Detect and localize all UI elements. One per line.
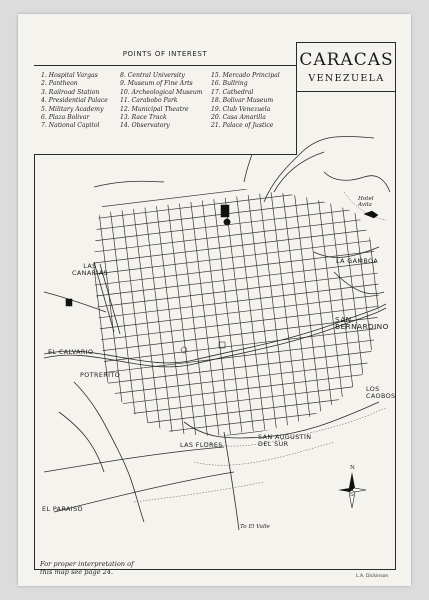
street <box>104 327 392 362</box>
poi-item: 4. Presidential Palace <box>41 97 108 105</box>
street <box>109 370 396 405</box>
street <box>237 196 265 429</box>
poi-item: 7. National Capitol <box>41 122 100 130</box>
street <box>122 210 150 443</box>
compass-rose <box>338 472 366 508</box>
district-las-flores: LAS FLORES <box>180 441 223 449</box>
hotel-label: Hotel <box>358 196 374 202</box>
street <box>294 190 322 423</box>
city-name: CARACAS <box>299 50 394 70</box>
street <box>191 202 219 435</box>
poi-item: 17. Cathedral <box>211 88 254 96</box>
country-name: VENEZUELA <box>308 73 385 84</box>
street <box>88 214 116 447</box>
street <box>145 208 173 441</box>
note-line: this map see page 24. <box>40 568 114 577</box>
compass-south-label: S <box>350 492 354 498</box>
poi-item: 14. Observatory <box>120 122 170 130</box>
street <box>95 250 383 285</box>
street <box>306 188 334 421</box>
street <box>89 207 377 242</box>
road-label-el-valle: To El Valle <box>240 524 270 530</box>
street <box>283 191 311 424</box>
landmark-hospital-vargas <box>221 205 229 217</box>
street <box>202 201 230 434</box>
street <box>248 195 276 428</box>
poi-item: 19. Club Venezuela <box>211 105 271 113</box>
poi-column-2 <box>120 72 203 131</box>
street <box>271 192 299 425</box>
poi-item: 20. Casa Amarilla <box>211 113 266 121</box>
district-potrerito: POTRERITO <box>80 371 121 379</box>
map-title-block <box>297 42 396 92</box>
street <box>108 360 396 395</box>
street <box>168 205 196 438</box>
map-page <box>18 14 411 586</box>
points-of-interest-panel <box>34 42 297 155</box>
hotel-label: Avila <box>358 202 372 208</box>
poi-item: 3. Railroad Station <box>41 88 100 96</box>
landmark-railroad-station <box>66 299 72 306</box>
street <box>111 381 396 416</box>
poi-item: 6. Plaza Bolivar <box>41 113 90 121</box>
interpretation-note <box>40 560 134 576</box>
street <box>86 174 374 209</box>
poi-item: 13. Race Track <box>120 113 167 121</box>
district-san-bernardino <box>335 316 389 330</box>
landmark-pantheon <box>224 219 230 225</box>
district-san-agustin <box>258 434 311 448</box>
district-el-paraiso: EL PARAISO <box>42 505 83 513</box>
poi-item: 11. Carabobo Park <box>120 97 178 105</box>
poi-column-1 <box>41 72 108 131</box>
poi-item: 8. Central University <box>120 72 185 79</box>
district-label: LOS <box>366 385 380 393</box>
street <box>317 187 345 420</box>
district-label: DEL SUR <box>258 440 289 449</box>
poi-item: 5. Military Academy <box>41 105 104 113</box>
street <box>114 414 396 449</box>
street <box>179 203 207 436</box>
poi-item: 2. Pantheon <box>41 80 78 88</box>
district-el-calvario: EL CALVARIO <box>48 348 94 356</box>
note-line: For proper interpretation of <box>40 560 134 568</box>
district-label: CANARIAS <box>72 269 108 278</box>
poi-item: 10. Archeological Museum <box>120 88 203 96</box>
street <box>112 392 396 427</box>
poi-item: 16. Bullring <box>211 80 248 88</box>
street <box>214 199 242 432</box>
hotel-avila-label <box>358 196 374 208</box>
street <box>88 196 376 231</box>
district-label: SAN AUGUSTIN <box>258 433 312 441</box>
poi-column-3 <box>211 72 280 131</box>
street <box>328 185 356 418</box>
poi-item: 18. Bolivar Museum <box>211 97 274 105</box>
street <box>97 272 385 307</box>
poi-item: 15. Mercado Principal <box>211 72 280 79</box>
street <box>99 283 387 318</box>
street <box>363 181 391 414</box>
street <box>133 209 161 442</box>
poi-item: 12. Municipal Theatre <box>120 105 189 113</box>
poi-heading: POINTS OF INTEREST <box>34 42 296 66</box>
district-label: CAOBOS <box>366 392 396 401</box>
district-las-canarias <box>72 263 108 277</box>
poi-item: 1. Hospital Vargas <box>41 72 98 79</box>
street <box>351 183 379 416</box>
poi-item: 21. Palace of Justice <box>211 122 274 130</box>
street <box>260 194 288 427</box>
compass-north-label: N <box>350 465 355 471</box>
district-label: BERNARDINO <box>335 322 389 332</box>
street <box>105 338 393 373</box>
road-el-valle <box>224 432 239 530</box>
street <box>156 206 184 439</box>
district-label: SAN <box>335 315 352 324</box>
district-la-gamboa: LA GAMBOA <box>336 257 379 265</box>
poi-item: 9. Museum of Fine Arts <box>120 80 193 88</box>
district-los-caobos <box>366 386 396 400</box>
landmark-hotel-avila <box>364 211 378 218</box>
street <box>225 198 253 431</box>
street <box>84 163 372 198</box>
street <box>113 403 396 438</box>
street <box>111 212 139 445</box>
street <box>87 185 375 220</box>
district-label: LAS <box>83 262 97 270</box>
street <box>340 184 368 417</box>
street <box>91 218 379 253</box>
cartographer-credit: L.A. Dickinson <box>356 574 389 579</box>
